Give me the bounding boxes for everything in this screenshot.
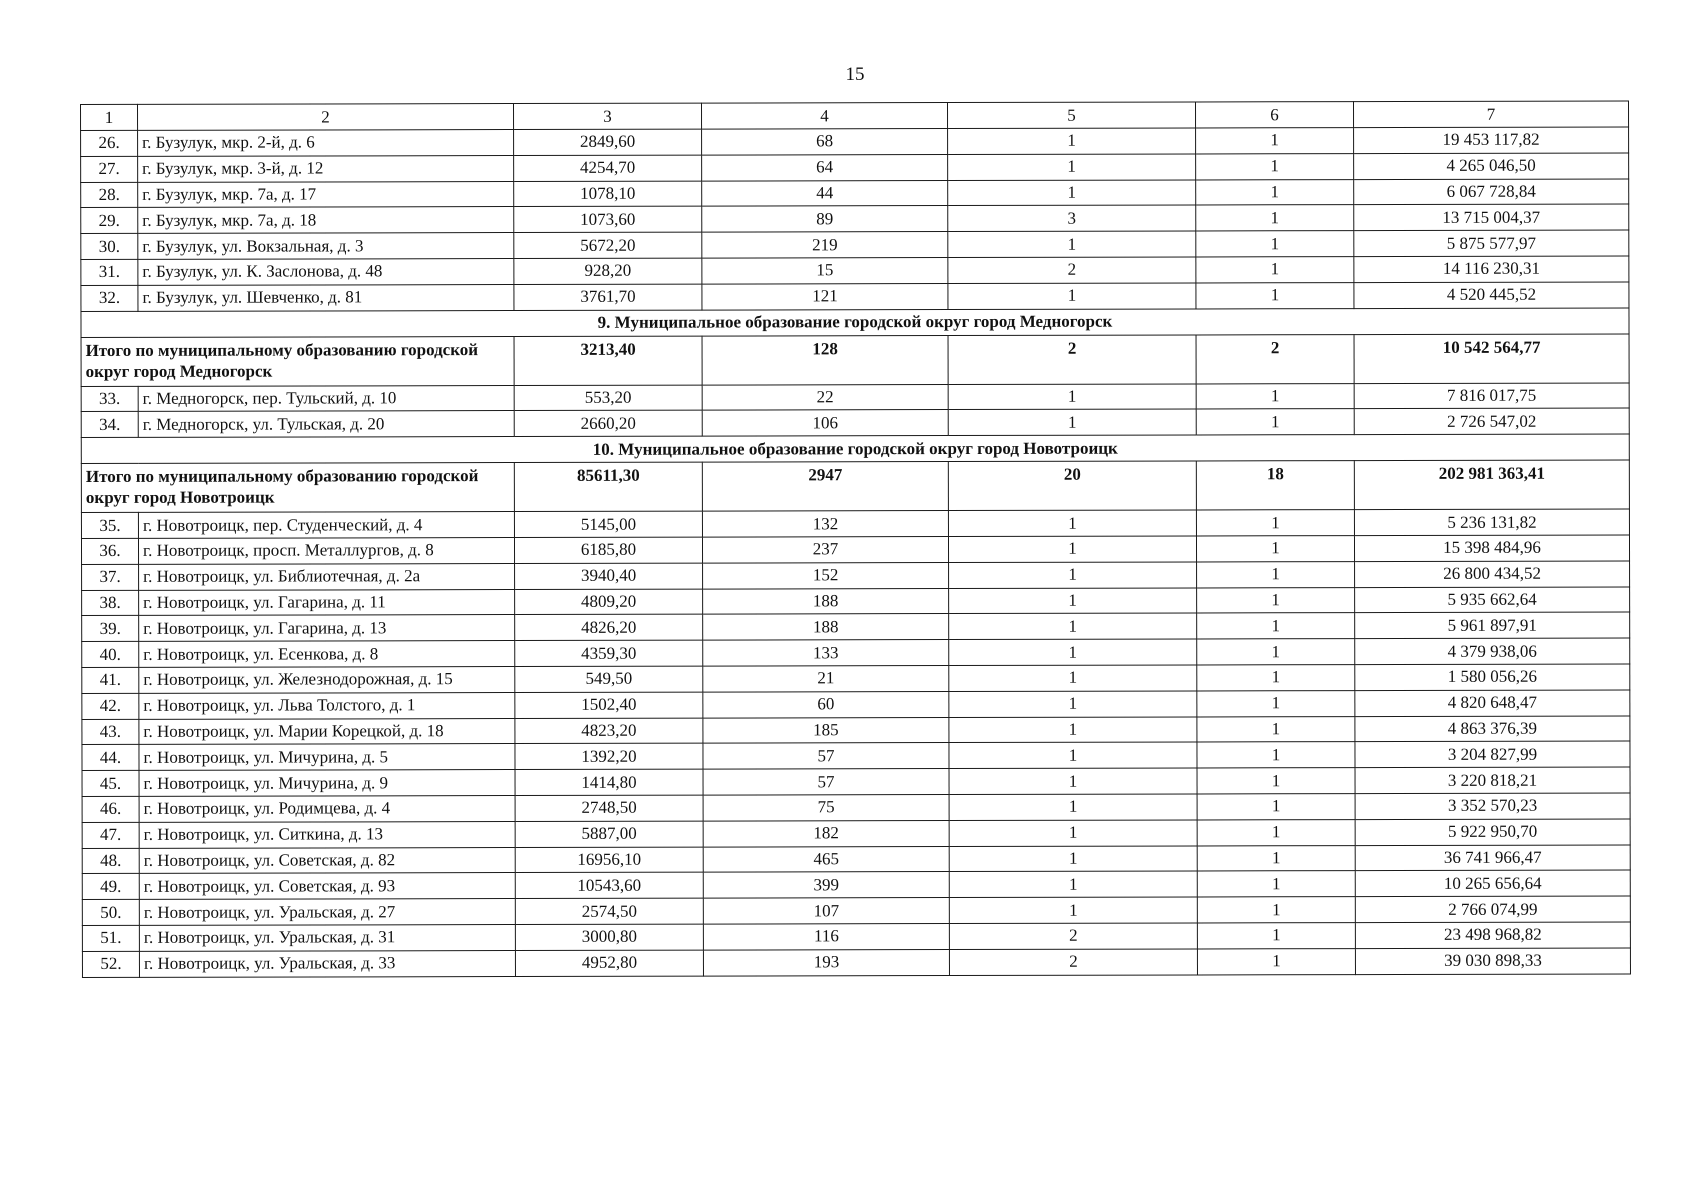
row-value-c6: 1 <box>1196 536 1354 562</box>
row-value-c4: 465 <box>703 846 949 872</box>
row-value-c6: 1 <box>1197 897 1355 923</box>
row-value-c6: 1 <box>1196 510 1354 536</box>
row-value-c5: 1 <box>949 820 1197 846</box>
row-value-c6: 1 <box>1197 768 1355 794</box>
row-number: 39. <box>82 616 139 642</box>
row-value-c4: 182 <box>703 820 949 846</box>
row-value-c3: 2574,50 <box>515 898 703 924</box>
row-number: 38. <box>82 590 139 616</box>
row-value-c3: 3000,80 <box>515 924 703 950</box>
section-title: 9. Муниципальное образование городской округ город Медногорск <box>81 308 1629 338</box>
table-row <box>82 793 1630 822</box>
row-address: г. Новотроицк, ул. Железнодорожная, д. 15 <box>139 666 515 693</box>
row-value-c5: 3 <box>948 205 1196 231</box>
row-value-c6: 1 <box>1197 819 1355 845</box>
row-value-c7: 4 379 938,06 <box>1355 638 1630 664</box>
row-value-c3: 549,50 <box>515 666 703 692</box>
row-value-c6: 1 <box>1196 383 1354 409</box>
row-value-c5: 1 <box>949 742 1197 768</box>
table-row <box>82 767 1630 796</box>
row-value-c3: 1392,20 <box>515 743 703 769</box>
row-value-c5: 1 <box>948 154 1196 180</box>
row-value-c3: 4809,20 <box>515 589 703 615</box>
row-value-c7: 6 067 728,84 <box>1354 179 1629 205</box>
row-number: 47. <box>82 822 139 848</box>
row-value-c3: 2849,60 <box>514 129 702 155</box>
row-number: 29. <box>81 208 138 234</box>
row-value-c3: 5887,00 <box>515 821 703 847</box>
row-value-c5: 2 <box>949 949 1197 975</box>
row-value-c5: 1 <box>948 128 1196 154</box>
row-value-c3: 2748,50 <box>515 795 703 821</box>
row-value-c7: 14 116 230,31 <box>1354 256 1629 282</box>
row-value-c7: 26 800 434,52 <box>1355 561 1630 587</box>
row-value-c7: 15 398 484,96 <box>1354 535 1629 561</box>
row-address: г. Бузулук, ул. Вокзальная, д. 3 <box>138 233 514 260</box>
row-address: г. Медногорск, пер. Тульский, д. 10 <box>138 385 514 412</box>
section-header-row <box>81 308 1629 338</box>
row-value-c6: 1 <box>1196 128 1354 154</box>
row-value-c3: 4826,20 <box>515 614 703 640</box>
row-value-c6: 1 <box>1196 205 1354 231</box>
row-value-c6: 1 <box>1197 690 1355 716</box>
row-address: г. Новотроицк, ул. Гагарина, д. 13 <box>139 615 515 642</box>
row-value-c3: 4254,70 <box>514 155 702 181</box>
row-address: г. Новотроицк, ул. Родимцева, д. 4 <box>139 795 515 822</box>
table-row <box>82 612 1630 641</box>
row-address: г. Бузулук, мкр. 7а, д. 18 <box>138 207 514 234</box>
table-row <box>81 230 1629 259</box>
row-number: 32. <box>81 285 138 311</box>
column-header: 4 <box>701 103 947 130</box>
row-value-c6: 1 <box>1197 587 1355 613</box>
table-row <box>82 896 1630 925</box>
row-value-c3: 4359,30 <box>515 640 703 666</box>
row-value-c3: 553,20 <box>514 385 702 411</box>
row-value-c4: 188 <box>703 588 949 614</box>
total-row <box>81 460 1629 513</box>
total-value-c5: 2 <box>948 335 1196 385</box>
table-row <box>82 587 1630 616</box>
row-value-c6: 1 <box>1197 665 1355 691</box>
total-value-c6: 18 <box>1196 461 1354 510</box>
row-address: г. Бузулук, ул. Шевченко, д. 81 <box>138 284 514 311</box>
row-value-c3: 10543,60 <box>515 872 703 898</box>
row-address: г. Новотроицк, ул. Мичурина, д. 9 <box>139 770 515 797</box>
row-value-c3: 5672,20 <box>514 232 702 258</box>
row-address: г. Медногорск, ул. Тульская, д. 20 <box>138 411 514 438</box>
row-value-c3: 928,20 <box>514 258 702 284</box>
table-row <box>82 741 1630 770</box>
row-number: 43. <box>82 719 139 745</box>
column-header: 6 <box>1195 102 1353 128</box>
row-value-c3: 2660,20 <box>514 410 702 436</box>
table-row <box>82 561 1630 590</box>
row-number: 30. <box>81 234 138 260</box>
column-header: 3 <box>514 103 702 129</box>
row-value-c3: 5145,00 <box>514 511 702 537</box>
row-value-c4: 188 <box>703 614 949 640</box>
row-number: 33. <box>81 386 138 412</box>
column-number-header-row <box>81 101 1629 131</box>
row-value-c6: 1 <box>1196 282 1354 308</box>
row-value-c4: 185 <box>703 717 949 743</box>
row-value-c7: 13 715 004,37 <box>1354 204 1629 230</box>
row-value-c7: 1 580 056,26 <box>1355 664 1630 690</box>
row-number: 48. <box>82 848 139 874</box>
table-row <box>81 179 1629 208</box>
row-number: 26. <box>81 130 138 156</box>
row-value-c3: 3761,70 <box>514 284 702 310</box>
row-value-c7: 2 726 547,02 <box>1354 408 1629 434</box>
row-number: 50. <box>82 899 139 925</box>
row-value-c6: 1 <box>1197 613 1355 639</box>
row-value-c7: 4 265 046,50 <box>1354 153 1629 179</box>
table-row <box>82 845 1630 874</box>
row-number: 27. <box>81 156 138 182</box>
total-value-c3: 85611,30 <box>514 462 702 511</box>
row-address: г. Новотроицк, пер. Студенческий, д. 4 <box>138 512 514 539</box>
row-value-c3: 1078,10 <box>514 181 702 207</box>
row-address: г. Новотроицк, ул. Уральская, д. 33 <box>139 950 515 977</box>
row-value-c7: 19 453 117,82 <box>1354 127 1629 153</box>
total-value-c6: 2 <box>1196 334 1354 383</box>
row-address: г. Бузулук, мкр. 7а, д. 17 <box>138 181 514 208</box>
row-value-c5: 2 <box>949 923 1197 949</box>
row-value-c3: 3940,40 <box>515 563 703 589</box>
row-address: г. Новотроицк, ул. Уральская, д. 31 <box>139 924 515 951</box>
row-value-c3: 4823,20 <box>515 718 703 744</box>
row-number: 46. <box>82 796 139 822</box>
column-header: 1 <box>81 104 138 130</box>
column-header: 2 <box>138 104 514 131</box>
row-number: 40. <box>82 642 139 668</box>
row-value-c6: 1 <box>1197 923 1355 949</box>
row-address: г. Новотроицк, ул. Уральская, д. 27 <box>139 899 515 926</box>
row-value-c4: 22 <box>702 384 948 410</box>
row-value-c4: 193 <box>703 949 949 975</box>
row-address: г. Новотроицк, ул. Льва Толстого, д. 1 <box>139 692 515 719</box>
section-title: 10. Муниципальное образование городской округ город Новотроицк <box>81 434 1629 464</box>
row-value-c5: 1 <box>948 384 1196 410</box>
row-value-c7: 4 820 648,47 <box>1355 690 1630 716</box>
table-row <box>81 204 1629 233</box>
row-value-c4: 21 <box>703 665 949 691</box>
row-address: г. Новотроицк, просп. Металлургов, д. 8 <box>138 537 514 564</box>
row-value-c4: 106 <box>702 410 948 436</box>
row-value-c5: 1 <box>949 639 1197 665</box>
total-value-c3: 3213,40 <box>514 336 702 385</box>
row-value-c5: 1 <box>949 717 1197 743</box>
row-address: г. Новотроицк, ул. Марии Корецкой, д. 18 <box>139 718 515 745</box>
row-value-c4: 107 <box>703 898 949 924</box>
row-value-c5: 1 <box>949 871 1197 897</box>
row-value-c5: 1 <box>949 845 1197 871</box>
row-value-c6: 1 <box>1196 257 1354 283</box>
table-row <box>82 922 1630 951</box>
table-row <box>81 282 1629 311</box>
total-value-c4: 2947 <box>702 462 948 512</box>
total-value-c7: 202 981 363,41 <box>1354 460 1629 510</box>
row-value-c7: 36 741 966,47 <box>1355 845 1630 871</box>
row-number: 31. <box>81 259 138 285</box>
row-value-c3: 1414,80 <box>515 769 703 795</box>
row-value-c6: 1 <box>1197 742 1355 768</box>
row-value-c4: 399 <box>703 872 949 898</box>
table-row <box>81 153 1629 182</box>
total-value-c5: 20 <box>948 461 1196 511</box>
row-value-c6: 1 <box>1197 948 1355 974</box>
row-value-c5: 1 <box>949 588 1197 614</box>
row-number: 37. <box>82 564 139 590</box>
row-value-c6: 1 <box>1196 153 1354 179</box>
row-value-c7: 5 875 577,97 <box>1354 230 1629 256</box>
row-value-c5: 1 <box>949 665 1197 691</box>
row-value-c7: 39 030 898,33 <box>1355 948 1630 974</box>
row-address: г. Бузулук, ул. К. Заслонова, д. 48 <box>138 259 514 286</box>
row-value-c6: 1 <box>1197 561 1355 587</box>
row-value-c7: 7 816 017,75 <box>1354 383 1629 409</box>
row-number: 28. <box>81 182 138 208</box>
row-number: 35. <box>81 513 138 539</box>
row-value-c4: 57 <box>703 743 949 769</box>
row-value-c6: 1 <box>1197 871 1355 897</box>
row-value-c5: 1 <box>949 794 1197 820</box>
row-value-c4: 60 <box>703 691 949 717</box>
table-row <box>82 819 1630 848</box>
row-value-c5: 1 <box>948 231 1196 257</box>
table-row <box>81 383 1629 412</box>
row-value-c3: 6185,80 <box>514 537 702 563</box>
row-value-c7: 23 498 968,82 <box>1355 922 1630 948</box>
column-header: 5 <box>947 102 1195 129</box>
row-value-c4: 75 <box>703 794 949 820</box>
row-value-c4: 57 <box>703 769 949 795</box>
row-value-c4: 15 <box>702 258 948 284</box>
row-number: 52. <box>82 951 139 977</box>
row-value-c7: 3 220 818,21 <box>1355 767 1630 793</box>
row-value-c3: 1502,40 <box>515 692 703 718</box>
table-row <box>82 664 1630 693</box>
row-value-c7: 5 961 897,91 <box>1355 612 1630 638</box>
row-value-c7: 5 236 131,82 <box>1354 509 1629 535</box>
row-value-c6: 1 <box>1197 845 1355 871</box>
table-row <box>81 408 1629 437</box>
table-row <box>81 256 1629 285</box>
table-body <box>81 101 1631 977</box>
row-value-c7: 10 265 656,64 <box>1355 870 1630 896</box>
row-value-c5: 1 <box>949 613 1197 639</box>
row-number: 45. <box>82 771 139 797</box>
total-value-c4: 128 <box>702 335 948 385</box>
table-row <box>82 638 1630 667</box>
total-row <box>81 334 1629 387</box>
total-label: Итого по муниципальному образованию городской округ город Медногорск <box>81 336 514 386</box>
row-address: г. Бузулук, мкр. 2-й, д. 6 <box>138 130 514 157</box>
row-number: 42. <box>82 693 139 719</box>
column-header: 7 <box>1353 101 1628 128</box>
row-value-c5: 1 <box>949 691 1197 717</box>
row-value-c5: 1 <box>949 562 1197 588</box>
table-row <box>81 127 1629 156</box>
row-address: г. Новотроицк, ул. Гагарина, д. 11 <box>139 589 515 616</box>
row-value-c4: 219 <box>702 232 948 258</box>
row-value-c5: 1 <box>948 510 1196 536</box>
table-row <box>82 870 1630 899</box>
row-address: г. Новотроицк, ул. Библиотечная, д. 2а <box>139 563 515 590</box>
row-value-c7: 3 352 570,23 <box>1355 793 1630 819</box>
row-value-c5: 2 <box>948 257 1196 283</box>
row-value-c4: 121 <box>702 283 948 309</box>
row-value-c5: 1 <box>949 768 1197 794</box>
row-value-c4: 68 <box>702 129 948 155</box>
row-number: 41. <box>82 667 139 693</box>
row-value-c4: 152 <box>703 562 949 588</box>
row-address: г. Новотроицк, ул. Ситкина, д. 13 <box>139 821 515 848</box>
table-row <box>81 535 1629 564</box>
row-value-c4: 133 <box>703 640 949 666</box>
row-value-c3: 16956,10 <box>515 847 703 873</box>
row-value-c6: 1 <box>1196 409 1354 435</box>
row-number: 49. <box>82 874 139 900</box>
total-label: Итого по муниципальному образованию городской округ город Новотроицк <box>81 463 514 513</box>
row-value-c5: 1 <box>948 283 1196 309</box>
row-value-c4: 89 <box>702 206 948 232</box>
row-address: г. Новотроицк, ул. Есенкова, д. 8 <box>139 641 515 668</box>
row-number: 51. <box>82 925 139 951</box>
row-value-c6: 1 <box>1197 639 1355 665</box>
table-row <box>82 716 1630 745</box>
total-value-c7: 10 542 564,77 <box>1354 334 1629 384</box>
row-value-c6: 1 <box>1196 231 1354 257</box>
row-value-c6: 1 <box>1196 179 1354 205</box>
row-value-c3: 1073,60 <box>514 206 702 232</box>
row-value-c3: 4952,80 <box>515 950 703 976</box>
row-value-c5: 1 <box>948 536 1196 562</box>
housing-registry-table <box>80 100 1631 977</box>
table-row <box>81 509 1629 538</box>
row-address: г. Бузулук, мкр. 3-й, д. 12 <box>138 155 514 182</box>
row-value-c7: 5 922 950,70 <box>1355 819 1630 845</box>
row-number: 44. <box>82 745 139 771</box>
row-value-c4: 44 <box>702 180 948 206</box>
table-row <box>82 948 1630 977</box>
row-value-c4: 116 <box>703 923 949 949</box>
page-number: 15 <box>845 64 865 85</box>
table-row <box>82 690 1630 719</box>
row-value-c6: 1 <box>1197 716 1355 742</box>
row-number: 36. <box>81 538 138 564</box>
row-value-c5: 1 <box>949 897 1197 923</box>
row-value-c4: 132 <box>702 511 948 537</box>
row-value-c7: 4 863 376,39 <box>1355 716 1630 742</box>
row-value-c7: 3 204 827,99 <box>1355 741 1630 767</box>
row-address: г. Новотроицк, ул. Советская, д. 82 <box>139 847 515 874</box>
row-address: г. Новотроицк, ул. Мичурина, д. 5 <box>139 744 515 771</box>
row-value-c5: 1 <box>948 180 1196 206</box>
row-number: 34. <box>81 412 138 438</box>
row-value-c4: 237 <box>702 536 948 562</box>
row-value-c6: 1 <box>1197 794 1355 820</box>
row-value-c7: 2 766 074,99 <box>1355 896 1630 922</box>
row-value-c7: 4 520 445,52 <box>1354 282 1629 308</box>
row-address: г. Новотроицк, ул. Советская, д. 93 <box>139 873 515 900</box>
row-value-c7: 5 935 662,64 <box>1355 587 1630 613</box>
row-value-c5: 1 <box>948 409 1196 435</box>
row-value-c4: 64 <box>702 154 948 180</box>
section-header-row <box>81 434 1629 464</box>
